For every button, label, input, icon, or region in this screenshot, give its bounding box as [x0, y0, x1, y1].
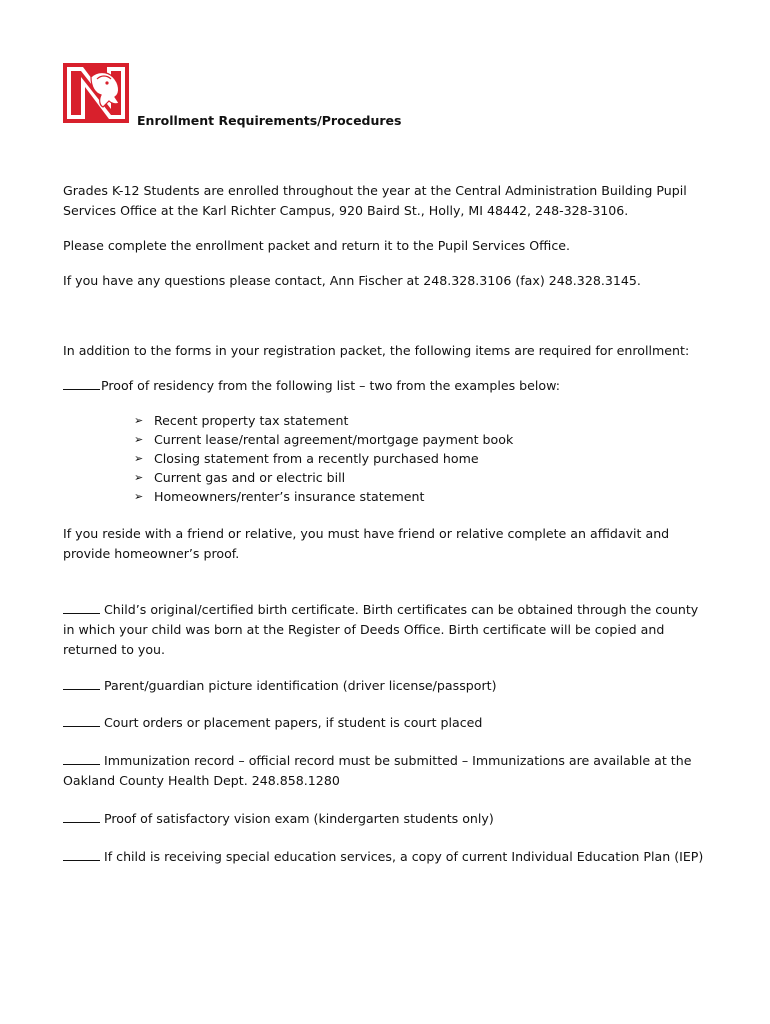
birth-certificate-label: Child’s original/certified birth certificate. Birth certificates can be obtained through the county in which your child was born at the Register of Deeds Office. Birth certificate will be copied and returned to you. — [63, 602, 699, 657]
birth-certificate-item — [63, 600, 713, 660]
residency-label: Proof of residency from the following list – two from the examples below: — [101, 378, 560, 393]
parent-id-label: Parent/guardian picture identification (driver license/passport) — [104, 678, 497, 693]
immunization-item — [63, 751, 713, 791]
court-orders-item — [63, 713, 713, 733]
vision-item — [63, 809, 713, 829]
list-item: ➢ Homeowners/renter’s insurance statement — [134, 489, 425, 504]
school-logo — [63, 63, 129, 123]
contact-paragraph: If you have any questions please contact, Ann Fischer at 248.328.3106 (fax) 248.328.3145. — [63, 273, 641, 288]
list-item: ➢ Current lease/rental agreement/mortgage payment book — [134, 432, 514, 447]
intro-paragraph: Grades K-12 Students are enrolled throughout the year at the Central Administration Building Pupil Services Office at the Karl Richter Campus, 920 Baird St., Holly, MI 48442, 248-328-3106. — [63, 183, 687, 218]
vision-label: Proof of satisfactory vision exam (kindergarten students only) — [104, 811, 494, 826]
residency-examples-list — [134, 411, 513, 506]
immunization-label: Immunization record – official record must be submitted – Immunizations are available at the Oakland County Health Dept. 248.858.1280 — [63, 753, 692, 788]
court-orders-label: Court orders or placement papers, if student is court placed — [104, 715, 483, 730]
list-item: ➢ Recent property tax statement — [134, 413, 349, 428]
instructions-paragraph: Please complete the enrollment packet and return it to the Pupil Services Office. — [63, 238, 570, 253]
checkbox-blank[interactable] — [63, 752, 100, 765]
iep-item — [63, 847, 713, 867]
checkbox-blank[interactable] — [63, 810, 100, 823]
checkbox-blank[interactable] — [63, 714, 100, 727]
arrow-bullet-icon: ➢ — [134, 471, 144, 484]
iep-label: If child is receiving special education services, a copy of current Individual Education Plan (IEP) — [104, 849, 704, 864]
arrow-bullet-icon: ➢ — [134, 490, 144, 503]
parent-id-item — [63, 676, 713, 696]
checkbox-blank[interactable] — [63, 848, 100, 861]
affidavit-paragraph: If you reside with a friend or relative, you must have friend or relative complete an affidavit and provide homeowner’s proof. — [63, 526, 670, 561]
page-title: Enrollment Requirements/Procedures — [137, 113, 402, 128]
list-item: ➢ Current gas and or electric bill — [134, 470, 346, 485]
list-item: ➢ Closing statement from a recently purchased home — [134, 451, 479, 466]
requirements-lead: In addition to the forms in your registration packet, the following items are required for enrollment: — [63, 343, 690, 358]
arrow-bullet-icon: ➢ — [134, 433, 144, 446]
checkbox-blank[interactable] — [63, 677, 100, 690]
arrow-bullet-icon: ➢ — [134, 452, 144, 465]
residency-item — [63, 376, 713, 396]
arrow-bullet-icon: ➢ — [134, 414, 144, 427]
checkbox-blank[interactable] — [63, 377, 100, 390]
checkbox-blank[interactable] — [63, 601, 100, 614]
